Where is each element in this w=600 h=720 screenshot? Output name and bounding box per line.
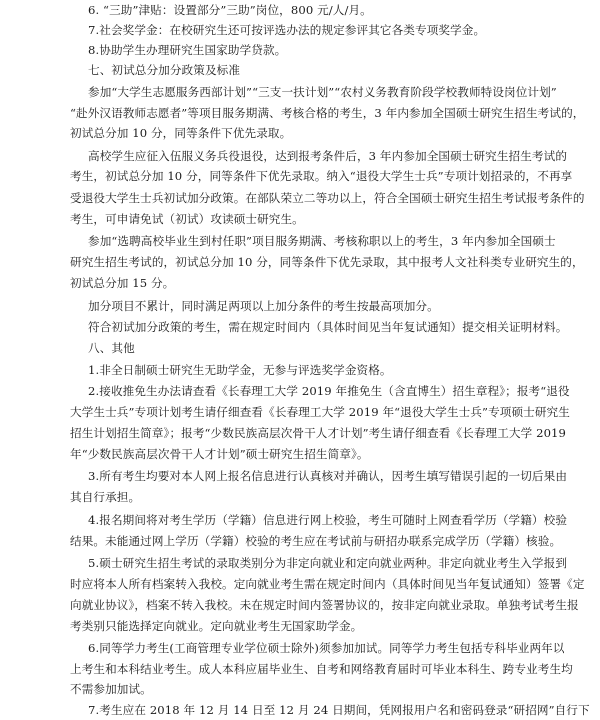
text-line: 上考生和本科结业考生。成人本科应届毕业生、自考和网络教育届时可毕业本科生、跨专业考生均 xyxy=(70,662,573,676)
text-line: 6. “三助”津贴：设置部分”三助”岗位，800 元/人/月。 xyxy=(88,3,372,17)
text-line: “赴外汉语教师志愿者”等项目服务期满、考核合格的考生，3 年内参加全国硕士研究生招生考试的， xyxy=(70,106,585,120)
text-line: 不需参加加试。 xyxy=(70,682,152,696)
text-line: 参加“选聘高校毕业生到村任职”项目服务期满、考核称职以上的考生，3 年内参加全国硕士 xyxy=(88,234,556,248)
text-line: 向就业协议》，档案不转入我校。未在规定时间内签署协议的，按非定向就业录取。单独考试考生报 xyxy=(70,598,579,612)
text-line: 4.报名期间将对考生学历（学籍）信息进行网上校验，考生可随时上网查看学历（学籍）校验 xyxy=(88,513,568,527)
text-line: 2.接收推免生办法请查看《长春理工大学 2019 年推免生（含直博生）招生章程》；报考“退役 xyxy=(88,384,570,398)
text-line: 考生，初试总分加 10 分，同等条件下优先录取。纳入“退役大学生士兵”专项计划招录的，不再享 xyxy=(70,169,573,183)
text-line: 结果。未能通过网上学历（学籍）校验的考生应在考试前与研招办联系完成学历（学籍）核验。 xyxy=(70,534,562,548)
text-line: 加分项目不累计，同时满足两项以上加分条件的考生按最高项加分。 xyxy=(88,299,439,313)
text-line: 6.同等学力考生(工商管理专业学位硕士除外)须参加加试。同等学力考生包括专科毕业两年以 xyxy=(88,641,565,655)
text-line: 其自行承担。 xyxy=(70,490,141,504)
text-line: 3.所有考生均要对本人网上报名信息进行认真核对并确认，因考生填写错误引起的一切后果由 xyxy=(88,469,568,483)
text-line: 年“少数民族高层次骨干人才计划”硕士研究生招生简章》。 xyxy=(70,447,369,461)
text-line: 参加“大学生志愿服务西部计划”“三支一扶计划”“农村义务教育阶段学校教师特设岗位计划” xyxy=(88,85,557,99)
text-line: 招生计划招生简章》；报考“少数民族高层次骨干人才计划”考生请仔细查看《长春理工大学 2019 xyxy=(70,426,567,440)
section-heading: 七、初试总分加分政策及标准 xyxy=(88,63,241,77)
text-line: 受退役大学生士兵初试加分政策。在部队荣立二等功以上，符合全国硕士研究生招生考试报考条件的 xyxy=(70,191,585,205)
text-line: 研究生招生考试的，初试总分加 10 分，同等条件下优先录取，其中报考人文社科类专业研究生的， xyxy=(70,255,584,269)
text-line: 符合初试加分政策的考生，需在规定时间内（具体时间见当年复试通知）提交相关证明材料。 xyxy=(88,320,568,334)
section-heading: 八、其他 xyxy=(88,341,135,355)
text-line: 5.硕士研究生招生考试的录取类别分为非定向就业和定向就业两种。非定向就业考生入学报到 xyxy=(88,556,568,570)
text-line: 考生，可申请免试（初试）攻读硕士研究生。 xyxy=(70,212,304,226)
text-line: 高校学生应征入伍服义务兵役退役，达到报考条件后，3 年内参加全国硕士研究生招生考试的 xyxy=(88,149,568,163)
text-line: 7.考生应在 2018 年 12 月 14 日至 12 月 24 日期间，凭网报用户名和密码登录“研招网”自行下 xyxy=(88,703,590,717)
text-line: 考类别只能选择定向就业。定向就业考生无国家助学金。 xyxy=(70,619,363,633)
text-line: 8.协助学生办理研究生国家助学贷款。 xyxy=(88,43,287,57)
text-line: 1.非全日制硕士研究生无助学金，无参与评选奖学金资格。 xyxy=(88,363,392,377)
text-line: 大学生士兵”专项计划考生请仔细查看《长春理工大学 2019 年“退役大学生士兵”专项硕士研究生 xyxy=(70,405,570,419)
text-line: 初试总分加 10 分，同等条件下优先录取。 xyxy=(70,126,292,140)
text-line: 时应将本人所有档案转入我校。定向就业考生需在规定时间内（具体时间见当年复试通知）签署《定 xyxy=(70,577,585,591)
text-line: 7.社会奖学金：在校研究生还可按评选办法的规定参评其它各类专项奖学金。 xyxy=(88,23,486,37)
text-line: 初试总分加 15 分。 xyxy=(70,276,175,290)
